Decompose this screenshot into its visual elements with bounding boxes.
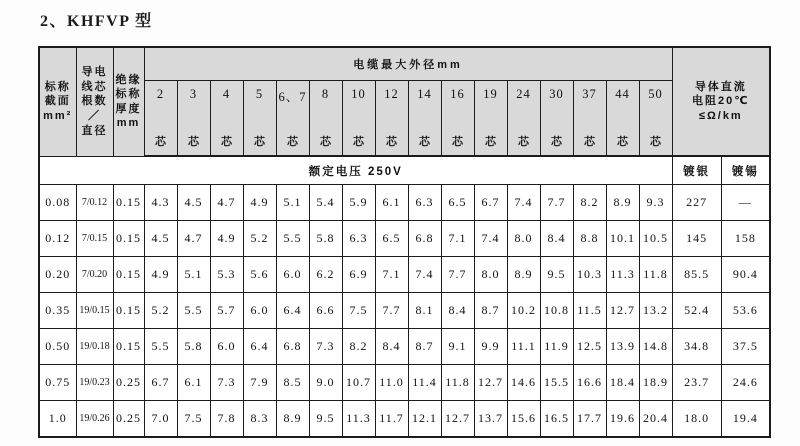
core-count-header: 19 芯 [474,81,507,157]
max-od-cell: 6.8 [276,329,309,365]
max-od-cell: 5.3 [210,257,243,293]
max-od-cell: 6.3 [408,185,441,221]
core-count-header: 37 芯 [573,81,606,157]
col-header-insulation-thickness: 绝缘 标称 厚度 mm [113,47,144,156]
max-od-cell: 16.5 [540,401,573,438]
tin-resistance-cell: 24.6 [721,365,770,401]
max-od-cell: 5.2 [144,293,177,329]
max-od-cell: 8.7 [408,329,441,365]
max-od-cell: 6.4 [276,293,309,329]
max-od-cell: 20.4 [639,401,672,438]
tin-resistance-cell: 19.4 [721,401,770,438]
rated-voltage-cell: 额定电压 250V [39,156,672,185]
max-od-cell: 9.5 [540,257,573,293]
max-od-cell: 12.5 [573,329,606,365]
core-count-header: 5 芯 [243,81,276,157]
max-od-cell: 11.1 [507,329,540,365]
table-row [39,185,770,221]
page-title: 2、KHFVP 型 [40,13,153,30]
max-od-cell: 7.7 [441,257,474,293]
core-count-header: 30 芯 [540,81,573,157]
max-od-cell: 5.5 [177,293,210,329]
max-od-cell: 6.5 [441,185,474,221]
max-od-cell: 11.9 [540,329,573,365]
max-od-cell: 6.5 [375,221,408,257]
strands-diameter-cell: 19/0.15 [76,293,113,329]
max-od-cell: 5.9 [342,185,375,221]
max-od-cell: 10.8 [540,293,573,329]
max-od-cell: 11.7 [375,401,408,438]
silver-resistance-cell: 52.4 [672,293,721,329]
max-od-cell: 8.4 [375,329,408,365]
max-od-cell: 8.4 [441,293,474,329]
max-od-cell: 7.8 [210,401,243,438]
max-od-cell: 11.3 [606,257,639,293]
max-od-cell: 4.9 [144,257,177,293]
max-od-cell: 11.4 [408,365,441,401]
max-od-cell: 7.4 [474,221,507,257]
insulation-thickness-cell: 0.25 [113,401,144,438]
max-od-cell: 12.7 [474,365,507,401]
core-count-header: 14 芯 [408,81,441,157]
core-count-header: 44 芯 [606,81,639,157]
max-od-cell: 11.0 [375,365,408,401]
insulation-thickness-cell: 0.15 [113,329,144,365]
core-count-header: 24 芯 [507,81,540,157]
insulation-thickness-cell: 0.15 [113,221,144,257]
tin-resistance-cell: 53.6 [721,293,770,329]
strands-diameter-cell: 19/0.18 [76,329,113,365]
max-od-cell: 5.1 [276,185,309,221]
nominal-section-cell: 0.08 [39,185,76,221]
tin-resistance-cell: 90.4 [721,257,770,293]
core-count-header: 8 芯 [309,81,342,157]
tin-resistance-cell: — [721,185,770,221]
tin-plated-header: 镀锡 [721,156,770,185]
max-od-cell: 10.5 [639,221,672,257]
max-od-cell: 8.0 [474,257,507,293]
max-od-cell: 4.9 [243,185,276,221]
max-od-cell: 7.7 [540,185,573,221]
silver-resistance-cell: 34.8 [672,329,721,365]
max-od-cell: 9.5 [309,401,342,438]
max-od-cell: 8.9 [507,257,540,293]
silver-resistance-cell: 23.7 [672,365,721,401]
max-od-cell: 8.9 [276,401,309,438]
max-od-cell: 12.7 [606,293,639,329]
max-od-cell: 9.3 [639,185,672,221]
max-od-cell: 8.7 [474,293,507,329]
insulation-thickness-cell: 0.15 [113,185,144,221]
tin-resistance-cell: 158 [721,221,770,257]
core-count-header: 6、7 芯 [276,81,309,157]
max-od-cell: 4.7 [177,221,210,257]
max-od-cell: 18.4 [606,365,639,401]
max-od-cell: 5.6 [243,257,276,293]
max-od-cell: 9.0 [309,365,342,401]
nominal-section-cell: 0.35 [39,293,76,329]
core-count-header: 3 芯 [177,81,210,157]
strands-diameter-cell: 7/0.15 [76,221,113,257]
silver-resistance-cell: 227 [672,185,721,221]
max-od-cell: 9.1 [441,329,474,365]
max-od-cell: 5.8 [177,329,210,365]
max-od-cell: 15.5 [540,365,573,401]
max-od-cell: 7.3 [309,329,342,365]
silver-resistance-cell: 18.0 [672,401,721,438]
strands-diameter-cell: 7/0.12 [76,185,113,221]
max-od-cell: 19.6 [606,401,639,438]
core-count-header: 50 芯 [639,81,672,157]
max-od-cell: 10.7 [342,365,375,401]
nominal-section-cell: 1.0 [39,401,76,438]
table-row [39,329,770,365]
max-od-cell: 8.2 [342,329,375,365]
max-od-cell: 6.0 [210,329,243,365]
core-count-header: 10 芯 [342,81,375,157]
col-header-dc-resistance: 导体直流 电阻20℃ ≤Ω/km [672,47,770,156]
max-od-cell: 8.9 [606,185,639,221]
max-od-cell: 13.7 [474,401,507,438]
max-od-cell: 8.1 [408,293,441,329]
max-od-cell: 8.8 [573,221,606,257]
max-od-cell: 5.7 [210,293,243,329]
max-od-cell: 11.8 [441,365,474,401]
max-od-cell: 18.9 [639,365,672,401]
table-row [39,365,770,401]
insulation-thickness-cell: 0.15 [113,293,144,329]
strands-diameter-cell: 19/0.26 [76,401,113,438]
max-od-cell: 11.8 [639,257,672,293]
max-od-cell: 6.1 [177,365,210,401]
insulation-thickness-cell: 0.25 [113,365,144,401]
strands-diameter-cell: 7/0.20 [76,257,113,293]
max-od-cell: 4.7 [210,185,243,221]
tin-resistance-cell: 37.5 [721,329,770,365]
nominal-section-cell: 0.75 [39,365,76,401]
silver-resistance-cell: 85.5 [672,257,721,293]
table-row [39,221,770,257]
max-od-cell: 5.4 [309,185,342,221]
strands-diameter-cell: 19/0.23 [76,365,113,401]
max-od-cell: 16.6 [573,365,606,401]
max-od-cell: 12.1 [408,401,441,438]
max-od-cell: 7.0 [144,401,177,438]
max-od-cell: 8.0 [507,221,540,257]
table-row [39,257,770,293]
max-od-cell: 7.4 [507,185,540,221]
core-count-header: 12 芯 [375,81,408,157]
core-count-header: 4 芯 [210,81,243,157]
max-od-cell: 4.5 [177,185,210,221]
max-od-cell: 6.7 [144,365,177,401]
max-od-cell: 6.6 [309,293,342,329]
max-od-cell: 6.1 [375,185,408,221]
core-count-header: 2 芯 [144,81,177,157]
col-header-max-outer-diameter: 电缆最大外径mm [144,47,672,81]
max-od-cell: 12.7 [441,401,474,438]
max-od-cell: 6.2 [309,257,342,293]
max-od-cell: 8.3 [243,401,276,438]
nominal-section-cell: 0.20 [39,257,76,293]
max-od-cell: 6.3 [342,221,375,257]
max-od-cell: 7.3 [210,365,243,401]
max-od-cell: 10.2 [507,293,540,329]
max-od-cell: 8.5 [276,365,309,401]
max-od-cell: 6.0 [243,293,276,329]
max-od-cell: 15.6 [507,401,540,438]
max-od-cell: 13.9 [606,329,639,365]
nominal-section-cell: 0.12 [39,221,76,257]
max-od-cell: 6.8 [408,221,441,257]
max-od-cell: 11.5 [573,293,606,329]
max-od-cell: 8.4 [540,221,573,257]
nominal-section-cell: 0.50 [39,329,76,365]
max-od-cell: 7.9 [243,365,276,401]
max-od-cell: 6.9 [342,257,375,293]
max-od-cell: 5.1 [177,257,210,293]
max-od-cell: 5.5 [144,329,177,365]
max-od-cell: 7.1 [441,221,474,257]
max-od-cell: 7.1 [375,257,408,293]
col-header-conductor-strands: 导电 线芯 根数 ／ 直径 [76,47,113,156]
max-od-cell: 14.6 [507,365,540,401]
silver-plated-header: 镀银 [672,156,721,185]
max-od-cell: 8.2 [573,185,606,221]
max-od-cell: 4.9 [210,221,243,257]
max-od-cell: 9.9 [474,329,507,365]
max-od-cell: 7.7 [375,293,408,329]
max-od-cell: 6.0 [276,257,309,293]
max-od-cell: 4.3 [144,185,177,221]
max-od-cell: 5.8 [309,221,342,257]
max-od-cell: 5.2 [243,221,276,257]
max-od-cell: 13.2 [639,293,672,329]
max-od-cell: 10.3 [573,257,606,293]
core-count-header: 16 芯 [441,81,474,157]
max-od-cell: 6.4 [243,329,276,365]
max-od-cell: 7.5 [342,293,375,329]
col-header-nominal-section: 标称 截面 mm² [39,47,76,156]
table-row [39,293,770,329]
silver-resistance-cell: 145 [672,221,721,257]
max-od-cell: 17.7 [573,401,606,438]
insulation-thickness-cell: 0.15 [113,257,144,293]
max-od-cell: 7.5 [177,401,210,438]
table-row [39,401,770,438]
max-od-cell: 11.3 [342,401,375,438]
khfvp-spec-table [38,46,771,438]
max-od-cell: 10.1 [606,221,639,257]
max-od-cell: 5.5 [276,221,309,257]
max-od-cell: 6.7 [474,185,507,221]
max-od-cell: 7.4 [408,257,441,293]
max-od-cell: 4.5 [144,221,177,257]
max-od-cell: 14.8 [639,329,672,365]
